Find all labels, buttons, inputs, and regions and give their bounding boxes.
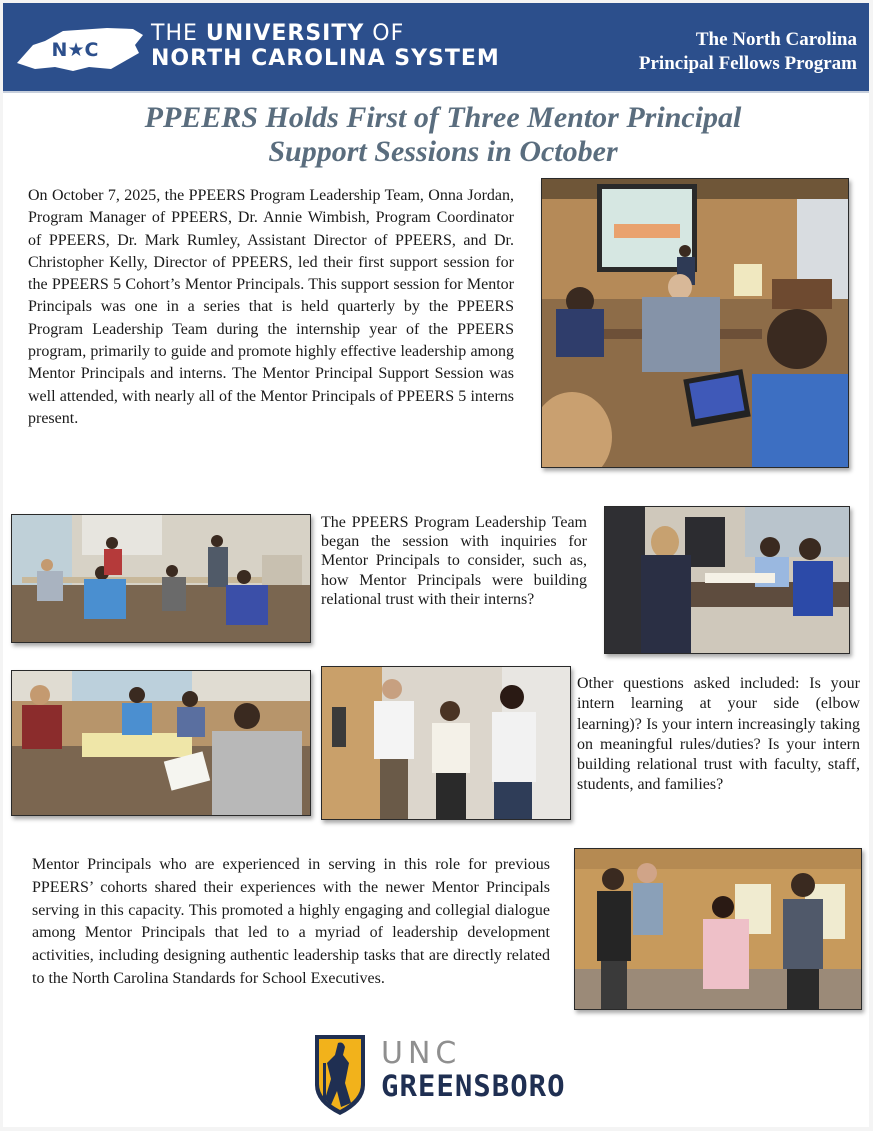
header-banner (3, 3, 869, 93)
program-name-line1: The North Carolina (695, 29, 857, 50)
article-title (63, 101, 823, 169)
newsletter-page (3, 3, 869, 1127)
logo-greensboro-text: GREENSBORO (381, 1069, 566, 1103)
article-title-line2: Support Sessions in October (268, 135, 618, 168)
program-name-line2: Principal Fellows Program (638, 53, 857, 74)
program-name (639, 28, 857, 76)
logo-unc-text: UNC (381, 1036, 462, 1071)
photo-table-work (11, 670, 311, 816)
university-name-line2: NORTH CAROLINA SYSTEM (151, 46, 500, 71)
photo-standing-conversation (321, 666, 571, 820)
university-name-line1: THE UNIVERSITY OF (151, 21, 405, 46)
article-title-line1: PPEERS Holds First of Three Mentor Principal (144, 101, 742, 134)
photo-poster-group (574, 848, 862, 1010)
photo-table-discussion (604, 506, 850, 654)
nc-logo-text: N★C (51, 39, 99, 61)
photo-group-room (11, 514, 311, 643)
photo-presentation-room (541, 178, 849, 468)
intro-paragraph: On October 7, 2025, the PPEERS Program Leadership Team, Onna Jordan, Program Manager of PPEERS, Dr. Annie Wimbish, Program Coordinator of PPEERS, Dr. Mark Rumley, Assistant Director of PPEERS, and Dr. Christopher Kelly, Director of PPEERS, led their first support session for the PPEERS 5 Cohort’s Mentor Principals. This support session for Mentor Principals was one in a series that is held quarterly by the PPEERS Program Leadership Team during the internship year of the PPEERS program, primarily to guide and promote highly effective leadership among Mentor Principals and interns. The Mentor Principal Support Session was well attended, with nearly all of the Mentor Principals of PPEERS 5 interns present. (28, 187, 514, 427)
session-paragraph: The PPEERS Program Leadership Team began the session with inquiries for Mentor Principals to consider, such as, how Mentor Principals were building relational trust with their interns? (321, 514, 587, 608)
nc-state-logo-icon (15, 23, 145, 73)
questions-paragraph: Other questions asked included: Is your intern learning at your side (elbow learning)? Is your intern increasingly taking on meaningful rules/duties? Is your intern building relational trust with faculty, staff, students, and families? (577, 675, 860, 794)
uncg-spartan-shield-icon (313, 1033, 367, 1117)
experience-paragraph: Mentor Principals who are experienced in serving in this role for previous PPEERS’ cohorts shared their experiences with the newer Mentor Principals serving in this capacity. This promoted a highly engaging and collegial dialogue among Mentor Principals that led to a myriad of leadership development activities, including designing authentic leadership tasks that are directly related to the North Carolina Standards for School Executives. (32, 856, 550, 987)
